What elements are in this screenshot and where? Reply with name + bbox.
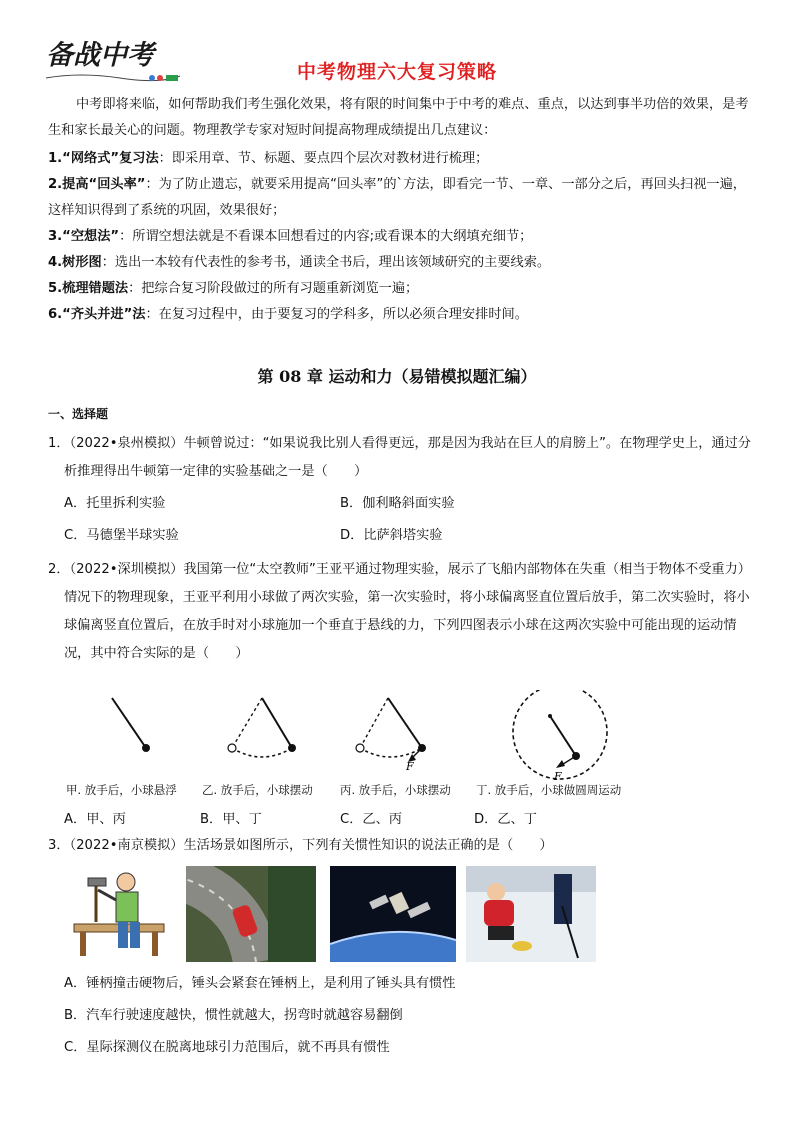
- question-1-options: [64, 492, 754, 552]
- caption-bing: 丙. 放手后，小球摆动: [340, 783, 451, 797]
- force-label: F: [406, 760, 414, 773]
- option-b: B．甲、丁: [200, 812, 262, 827]
- option-c: C．马德堡半球实验: [64, 528, 179, 543]
- tip-heading: 1.“网络式”复习法: [48, 151, 159, 166]
- caption-ding: 丁. 放手后，小球做圆周运动: [476, 783, 622, 797]
- tip-item: [48, 276, 754, 302]
- caption-yi: 乙. 放手后，小球摆动: [202, 783, 313, 797]
- figure-ding: [513, 690, 607, 783]
- tips-list: [48, 146, 754, 328]
- tip-heading: 4.树形图: [48, 255, 102, 270]
- question-3-options: [48, 970, 758, 1062]
- tip-heading: 3.“空想法”: [48, 229, 120, 244]
- tip-heading: 5.梳理错题法: [48, 281, 129, 296]
- figure-yi: [228, 698, 296, 757]
- tip-text: ：在复习过程中，由于要复习的学科多，所以必须合理安排时间。: [145, 307, 528, 322]
- option-c: C．星际探测仪在脱离地球引力范围后，就不再具有惯性: [64, 1040, 390, 1055]
- pendulum-figures: [60, 690, 740, 800]
- chapter-title: 第 08 章 运动和力（易错模拟题汇编）: [257, 367, 537, 386]
- tip-item: [48, 302, 754, 328]
- tip-text: ：所谓空想法就是不看课本回想看过的内容;或看课本的大纲填充细节；: [119, 229, 533, 244]
- logo-text: 备战中考: [46, 40, 154, 71]
- hammer-illustration: [64, 866, 174, 962]
- tip-text: ：即采用章、节、标题、要点四个层次对教材进行梳理；: [158, 151, 489, 166]
- question-stem: 2．（2022•深圳模拟）我国第一位“太空教师”王亚平通过物理实验，展示了飞船内部物体在失重（相当于物体不受重力）情况下的物理现象，王亚平利用小球做了两次实验，第一次实验时，将小球偏离竖直位置后放手，第二次实验时，将小球偏离竖直位置后，在放手时对小球施加一个垂直于悬线的力，下列四图表示小球在这两次实验中可能出现的运动情况，其中符合实际的是（ ）: [48, 562, 751, 661]
- option-d: D．乙、丁: [474, 812, 537, 827]
- force-label: F: [554, 770, 562, 783]
- question-1: [48, 430, 758, 486]
- tip-item: [48, 146, 754, 172]
- option-c: C．乙、丙: [340, 812, 402, 827]
- option-a: A．甲、丙: [64, 812, 126, 827]
- tip-heading: 6.“齐头并进”法: [48, 307, 146, 322]
- tip-item: [48, 250, 754, 276]
- tip-text: ：为了防止遗忘，就要采用提高“回头率”的`方法，即看完一节、一章、一部分之后，再回头扫视一遍，这样知识得到了系统的巩固，效果很好；: [48, 177, 746, 218]
- space-probe-photo: [330, 866, 456, 962]
- tip-item: [48, 172, 754, 224]
- tip-item: [48, 224, 754, 250]
- intro-paragraph: 中考即将来临，如何帮助我们考生强化效果，将有限的时间集中于中考的难点、重点，以达到事半功倍的效果，是考生和家长最关心的问题。物理教学专家对短时间提高物理成绩提出几点建议：: [48, 97, 749, 138]
- section-heading: 一、选择题: [48, 407, 109, 421]
- curling-photo: [466, 866, 596, 962]
- tip-text: ：把综合复习阶段做过的所有习题重新浏览一遍；: [128, 281, 419, 296]
- question-stem: 3．（2022•南京模拟）生活场景如图所示，下列有关惯性知识的说法正确的是（ ）: [48, 838, 553, 853]
- question-3: [48, 832, 758, 860]
- caption-jia: 甲. 放手后，小球悬浮: [66, 783, 177, 797]
- option-b: B．伽利略斜面实验: [340, 496, 455, 511]
- question-stem: 1．（2022•泉州模拟）牛顿曾说过：“如果说我比别人看得更远，那是因为我站在巨人的肩膀上”。在物理学史上，通过分析推理得出牛顿第一定律的实验基础之一是（ ）: [48, 436, 751, 479]
- option-b: B．汽车行驶速度越快，惯性就越大，拐弯时就越容易翻倒: [64, 1008, 403, 1023]
- tip-text: ：选出一本较有代表性的参考书，通读全书后，理出该领域研究的主要线索。: [101, 255, 551, 270]
- option-a: A．托里拆利实验: [64, 496, 166, 511]
- car-curve-photo: [186, 866, 316, 962]
- option-d: D．比萨斜塔实验: [340, 528, 443, 543]
- option-a: A．锤柄撞击硬物后，锤头会紧套在锤柄上，是利用了锤头具有惯性: [64, 976, 456, 991]
- question-2: [48, 556, 758, 668]
- tip-heading: 2.提高“回头率”: [48, 177, 146, 192]
- question-2-options: [64, 808, 754, 828]
- page-title: 中考物理六大复习策略: [296, 61, 497, 83]
- figure-bing: [356, 698, 426, 773]
- figure-jia: [112, 698, 150, 752]
